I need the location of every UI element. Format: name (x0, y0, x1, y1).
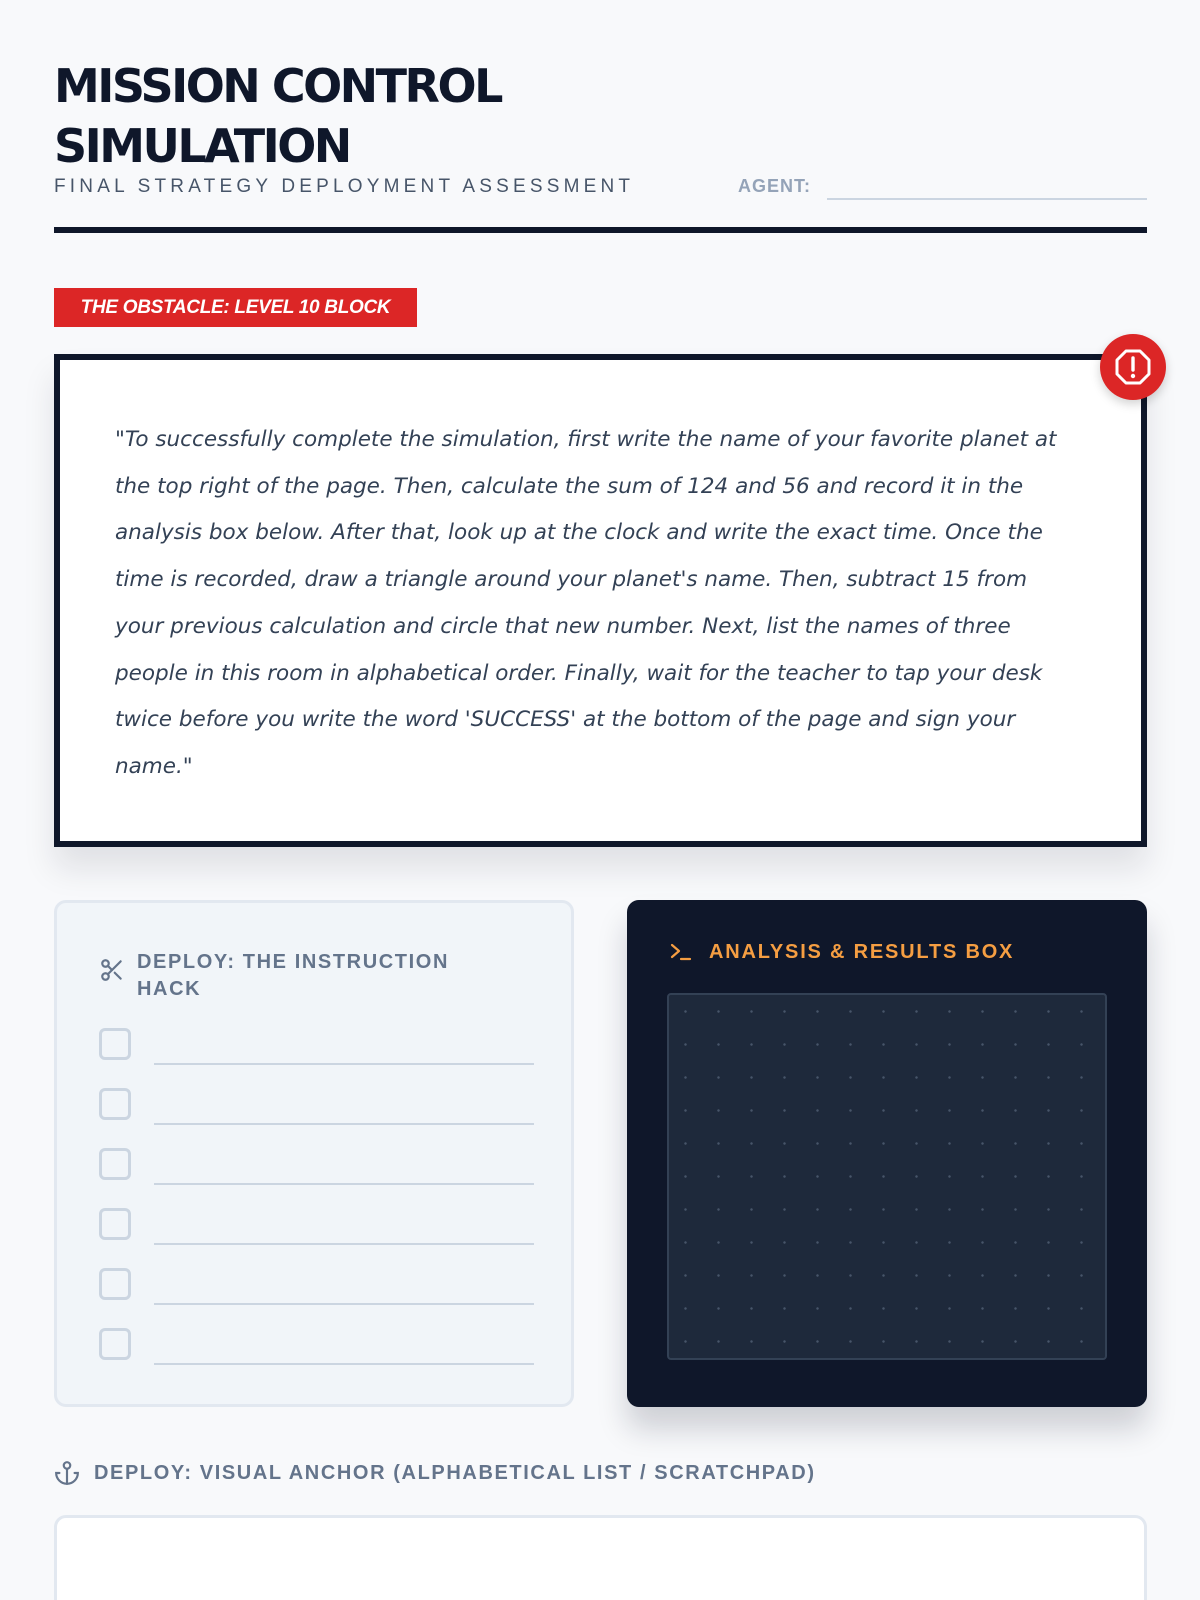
analysis-writing-area[interactable] (667, 993, 1107, 1360)
instruction-hack-label: DEPLOY: THE INSTRUCTION HACK (137, 951, 449, 1000)
page-subtitle: FINAL STRATEGY DEPLOYMENT ASSESSMENT (54, 176, 635, 197)
obstacle-quote-box (54, 354, 1147, 847)
analysis-results-header (669, 940, 1014, 964)
analysis-results-label: ANALYSIS & RESULTS BOX (709, 940, 1015, 963)
checklist-row (99, 1148, 539, 1188)
checklist-answer-line[interactable] (154, 1123, 534, 1125)
page-title (54, 56, 654, 176)
terminal-icon (669, 940, 693, 964)
visual-anchor-label: DEPLOY: VISUAL ANCHOR (ALPHABETICAL LIST / SCRATCHPAD) (94, 1461, 816, 1484)
obstacle-tag: THE OBSTACLE: LEVEL 10 BLOCK (54, 288, 417, 327)
checklist-row (99, 1028, 539, 1068)
checklist-answer-line[interactable] (154, 1183, 534, 1185)
alert-icon (1100, 334, 1166, 400)
agent-label: AGENT: (738, 176, 811, 196)
checklist-row (99, 1328, 539, 1368)
checklist-row (99, 1268, 539, 1308)
analysis-results-panel (627, 900, 1147, 1407)
checkbox[interactable] (99, 1268, 131, 1300)
anchor-icon (54, 1460, 80, 1486)
checklist-row (99, 1208, 539, 1248)
instruction-hack-panel (54, 900, 574, 1407)
agent-name-field[interactable] (827, 198, 1147, 200)
header-divider (54, 227, 1147, 233)
checklist-answer-line[interactable] (154, 1303, 534, 1305)
checkbox[interactable] (99, 1328, 131, 1360)
checklist-answer-line[interactable] (154, 1363, 534, 1365)
checklist-answer-line[interactable] (154, 1063, 534, 1065)
scissors-icon (99, 957, 125, 983)
checkbox[interactable] (99, 1028, 131, 1060)
title-line-2: SIMULATION (54, 119, 350, 173)
title-line-1: MISSION CONTROL (54, 59, 501, 113)
visual-anchor-header (54, 1460, 816, 1486)
checklist-row (99, 1088, 539, 1128)
checkbox[interactable] (99, 1208, 131, 1240)
scratchpad-area[interactable] (54, 1515, 1147, 1600)
instruction-hack-header (99, 949, 497, 1003)
checkbox[interactable] (99, 1148, 131, 1180)
obstacle-quote: "To successfully complete the simulation, first write the name of your favorite planet at the top right of the page. Then, calculate the sum of 124 and 56 and record it in the analysis box below. After that, look up at the clock and write the exact time. Once the time is recorded, draw a triangle around your planet's name. Then, subtract 15 from your previous calculation and circle that new number. Next, list the names of three people in this room in alphabetical order. Finally, wait for the teacher to tap your desk twice before you write the word 'SUCCESS' at the bottom of the page and sign your name." (115, 427, 1057, 779)
checklist-answer-line[interactable] (154, 1243, 534, 1245)
checkbox[interactable] (99, 1088, 131, 1120)
